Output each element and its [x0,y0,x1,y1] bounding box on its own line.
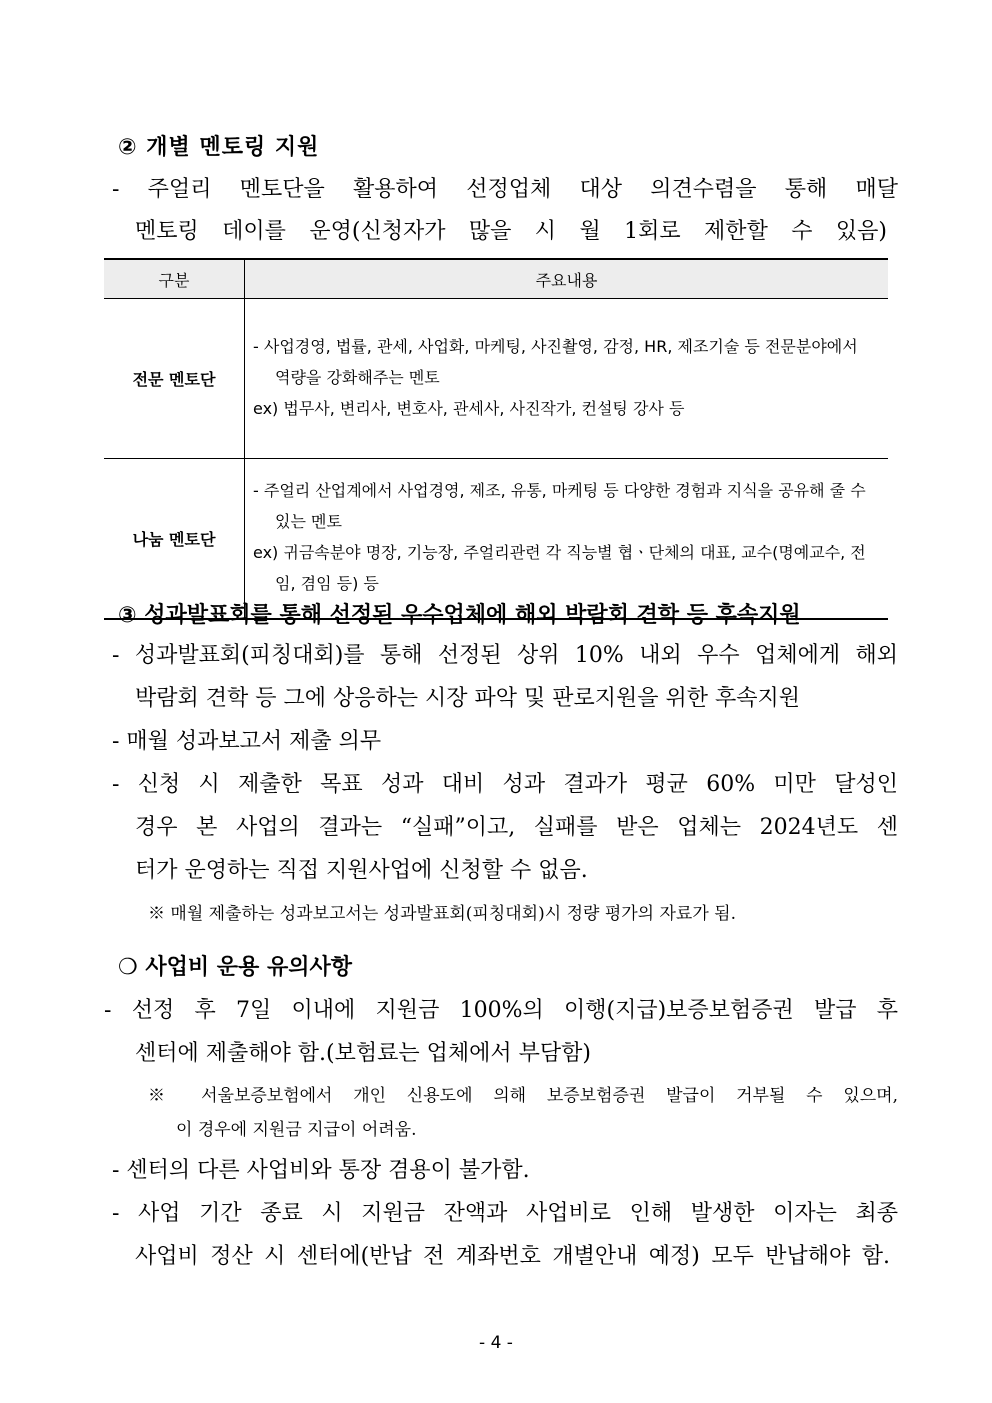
table-header-content: 주요내용 [245,259,889,299]
note: 이 경우에 지원금 지급이 어려움. [176,1120,417,1140]
paragraph-line: - 매월 성과보고서 제출 의무 [112,729,382,754]
paragraph-line: - 센터의 다른 사업비와 통장 겸용이 불가함. [112,1158,530,1183]
paragraph-line: 터가 운영하는 직접 지원사업에 신청할 수 없음. [135,858,588,883]
row-item: - 사업경영, 법률, 관세, 사업화, 마케팅, 사진촬영, 감정, HR, 제조기술 등 전문분야에서 역량을 강화해주는 멘토 [253,337,858,387]
row-label: 나눔 멘토단 [104,459,245,619]
paragraph-line: 박람회 견학 등 그에 상응하는 시장 파악 및 판로지원을 위한 후속지원 [135,686,800,711]
note: ※ 매월 제출하는 성과보고서는 성과발표회(피칭대회)시 정량 평가의 자료가 됨. [148,904,736,924]
paragraph-line: 센터에 제출해야 함.(보험료는 업체에서 부담함) [135,1041,591,1066]
paragraph-line: - 성과발표회(피칭대회)를 통해 선정된 상위 10% 내외 우수 업체에게 해외 [112,643,898,668]
paragraph-line: - 선정 후 7일 이내에 지원금 100%의 이행(지급)보증보험증권 발급 후 [104,998,898,1023]
paragraph-line: - 사업 기간 종료 시 지원금 잔액과 사업비로 인해 발생한 이자는 최종 [112,1201,898,1226]
table-header-category: 구분 [104,259,245,299]
mentor-table [104,258,888,620]
row-example: ex) 법무사, 변리사, 변호사, 관세사, 사진작가, 컨설팅 강사 등 [253,399,685,418]
paragraph-line: 경우 본 사업의 결과는 “실패”이고, 실패를 받은 업체는 2024년도 센 [135,815,898,840]
section-heading-budget-notes: ❍ 사업비 운용 유의사항 [118,955,352,980]
table-header-row [104,259,888,299]
table-row [104,299,888,459]
paragraph-line: - 주얼리 멘토단을 활용하여 선정업체 대상 의견수렴을 통해 매달 [112,177,898,202]
row-content [245,299,889,459]
row-example: ex) 귀금속분야 명장, 기능장, 주얼리관련 각 직능별 협ㆍ단체의 대표, 교수(명예교수, 전임, 겸임 등) 등 [253,543,866,594]
paragraph-line: 멘토링 데이를 운영(신청자가 많을 시 월 1회로 제한할 수 있음) [135,219,887,244]
row-content [245,459,889,619]
row-item: - 주얼리 산업계에서 사업경영, 제조, 유통, 마케팅 등 다양한 경험과 지식을 공유해 줄 수 있는 멘토 [253,481,866,532]
section-heading-individual-mentoring: ② 개별 멘토링 지원 [118,135,320,160]
table-row [104,459,888,619]
paragraph-line: - 신청 시 제출한 목표 성과 대비 성과 결과가 평균 60% 미만 달성인 [112,772,898,797]
row-label: 전문 멘토단 [104,299,245,459]
note: ※ 서울보증보험에서 개인 신용도에 의해 보증보험증권 발급이 거부될 수 있으며, [148,1086,898,1106]
page-number: - 4 - [479,1333,513,1353]
section-heading-followup-support: ③ 성과발표회를 통해 선정된 우수업체에 해외 박람회 견학 등 후속지원 [118,603,801,628]
paragraph-line: 사업비 정산 시 센터에(반납 전 계좌번호 개별안내 예정) 모두 반납해야 함. [135,1244,890,1269]
